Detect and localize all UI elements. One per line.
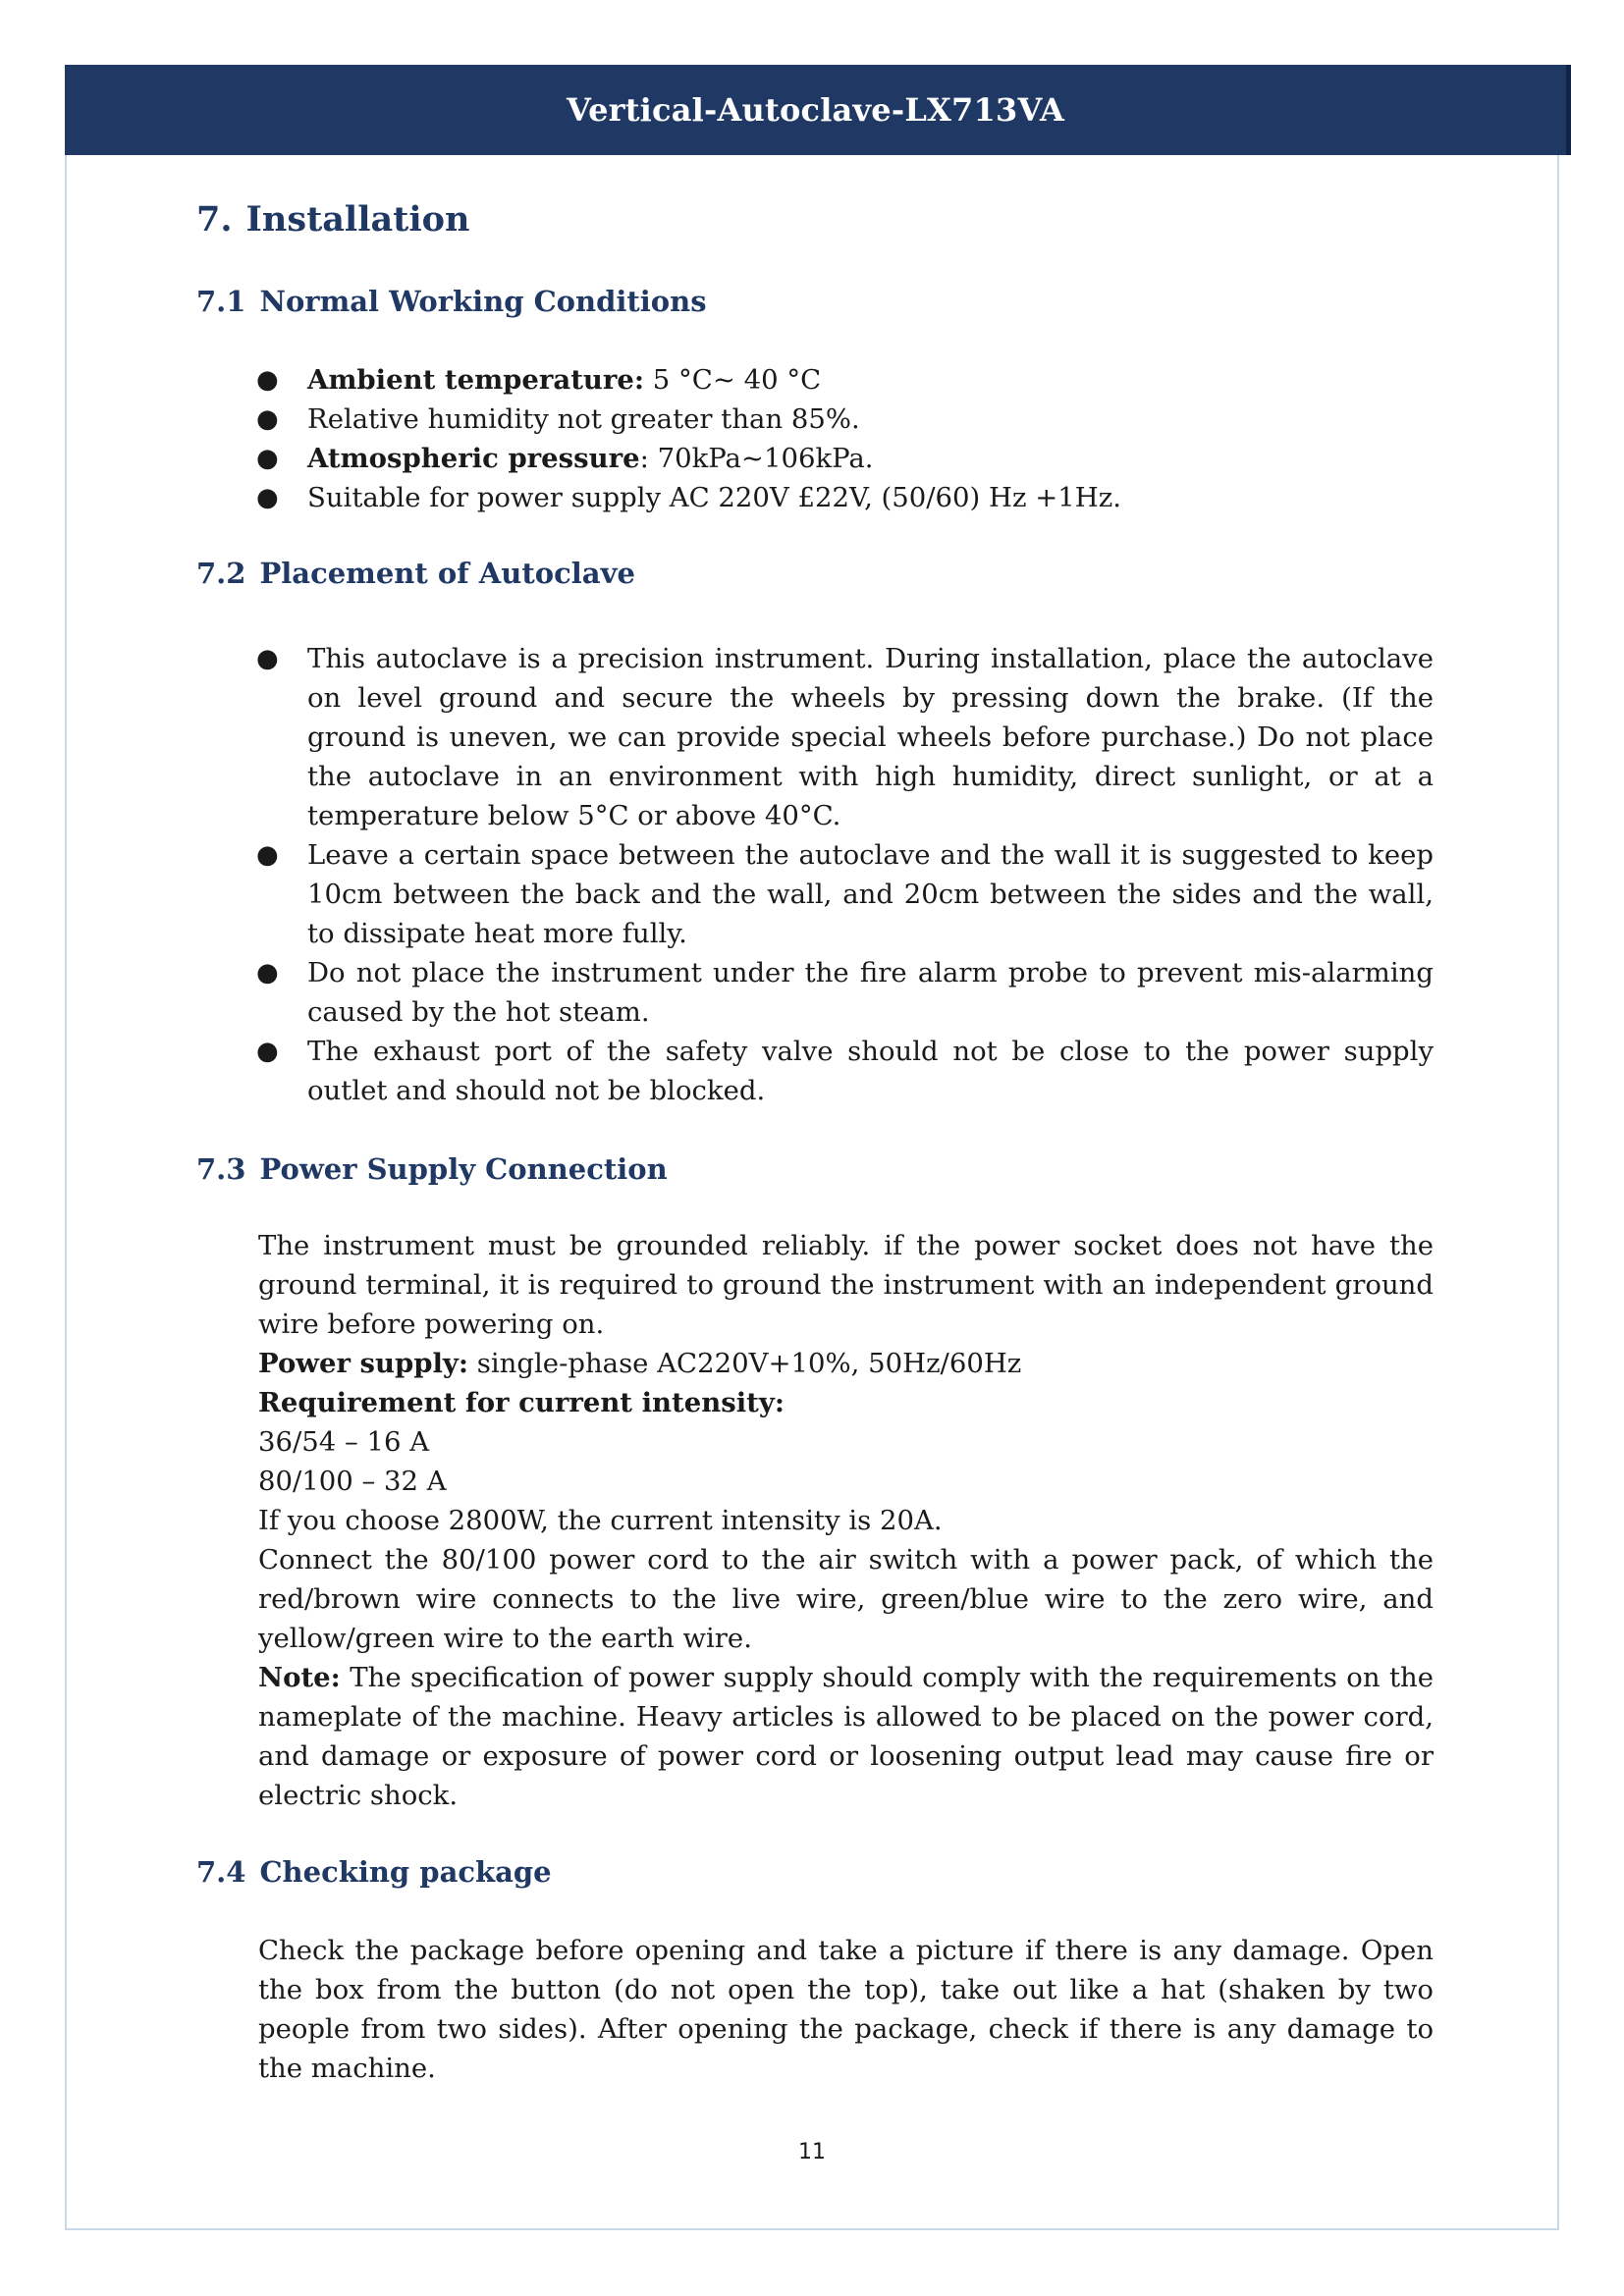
section-7-1-heading: [196, 282, 1434, 321]
current-line: If you choose 2800W, the current intensity is 20A.: [258, 1505, 943, 1536]
section-7-2-number: 7.2: [196, 557, 246, 590]
bold-label: Ambient temperature:: [307, 364, 645, 396]
section-7-4-heading: [196, 1852, 1434, 1892]
list-item-text: The exhaust port of the safety valve should not be close to the power supply outlet and should not be blocked.: [307, 1036, 1434, 1106]
note-text: The specification of power supply should comply with the requirements on the nameplate of the machine. Heavy articles is allowed to be placed on the power cord, and damage or exposure of power cord or loosening output lead may cause fire or electric shock.: [258, 1662, 1434, 1811]
list-item: [256, 439, 1434, 478]
section-7-3-heading: [196, 1149, 1434, 1189]
bold-label: Power supply:: [258, 1348, 469, 1379]
list-item-text: : 70kPa~106kPa.: [639, 443, 874, 474]
document-header: [65, 65, 1571, 155]
power-supply-line: [258, 1344, 1434, 1383]
bullet-icon: ●: [256, 444, 279, 473]
list-item: [256, 835, 1434, 953]
page-content: [196, 191, 1434, 2088]
bullet-icon: ●: [256, 1037, 279, 1066]
list-item-text: 5 °C~ 40 °C: [644, 364, 822, 396]
bold-label: Atmospheric pressure: [307, 443, 640, 474]
section-7-3-number: 7.3: [196, 1152, 246, 1186]
list-item: [256, 1032, 1434, 1110]
power-supply-body: [196, 1226, 1434, 1815]
section-7-1-title: Normal Working Conditions: [259, 285, 707, 318]
note-paragraph: [258, 1658, 1434, 1815]
bullet-icon: ●: [256, 644, 279, 673]
section-7-2-heading: [196, 554, 1434, 593]
list-item: [256, 953, 1434, 1032]
note-label: Note:: [258, 1662, 341, 1693]
page-number: 11: [798, 2140, 826, 2164]
section-7-3-title: Power Supply Connection: [259, 1152, 668, 1186]
section-7-title: Installation: [245, 199, 470, 240]
document-title: Vertical-Autoclave-LX713VA: [566, 91, 1065, 129]
list-item-text: Leave a certain space between the autoclave and the wall it is suggested to keep 10cm between the back and the wall, and 20cm between the sides and the wall, to dissipate heat more fully.: [307, 839, 1434, 949]
list-item-text: Relative humidity not greater than 85%.: [307, 403, 860, 435]
bullet-icon: ●: [256, 365, 279, 395]
section-7-2-title: Placement of Autoclave: [259, 557, 635, 590]
list-item-text: Do not place the instrument under the fire alarm probe to prevent mis-alarming caused by the hot steam.: [307, 957, 1434, 1028]
bullet-icon: ●: [256, 404, 279, 434]
current-requirement-label: [258, 1383, 1434, 1422]
current-line: 36/54 – 16 A: [258, 1426, 430, 1458]
list-item: [256, 360, 1434, 400]
section-7-heading: [196, 191, 1434, 248]
list-item-text: Suitable for power supply AC 220V £22V, (50/60) Hz +1Hz.: [307, 482, 1121, 513]
section-7-4-title: Checking package: [259, 1855, 552, 1889]
placement-list: [196, 639, 1434, 1110]
section-7-number: 7.: [196, 199, 233, 240]
list-item: [256, 639, 1434, 835]
bold-label: Requirement for current intensity:: [258, 1387, 785, 1418]
checking-package-body: [196, 1931, 1434, 2088]
working-conditions-list: [196, 360, 1434, 517]
bullet-icon: ●: [256, 840, 279, 870]
paragraph-text: single-phase AC220V+10%, 50Hz/60Hz: [468, 1348, 1022, 1379]
paragraph: The instrument must be grounded reliably. if the power socket does not have the ground terminal, it is required to ground the instrument with an independent ground wire before powering on.: [258, 1230, 1434, 1340]
current-line: 80/100 – 32 A: [258, 1466, 447, 1497]
bullet-icon: ●: [256, 483, 279, 512]
section-7-4-number: 7.4: [196, 1855, 246, 1889]
section-7-1-number: 7.1: [196, 285, 246, 318]
list-item: [256, 400, 1434, 439]
list-item: [256, 478, 1434, 517]
paragraph: Check the package before opening and take a picture if there is any damage. Open the box from the button (do not open the top), take out like a hat (shaken by two people from two sides). After opening the package, check if there is any damage to the machine.: [258, 1935, 1434, 2084]
bullet-icon: ●: [256, 958, 279, 988]
paragraph: Connect the 80/100 power cord to the air switch with a power pack, of which the red/brown wire connects to the live wire, green/blue wire to the zero wire, and yellow/green wire to the earth wire.: [258, 1544, 1434, 1654]
list-item-text: This autoclave is a precision instrument. During installation, place the autoclave on level ground and secure the wheels by pressing down the brake. (If the ground is uneven, we can provide special wheels before purchase.) Do not place the autoclave in an environment with high humidity, direct sunlight, or at a temperature below 5°C or above 40°C.: [307, 643, 1434, 831]
